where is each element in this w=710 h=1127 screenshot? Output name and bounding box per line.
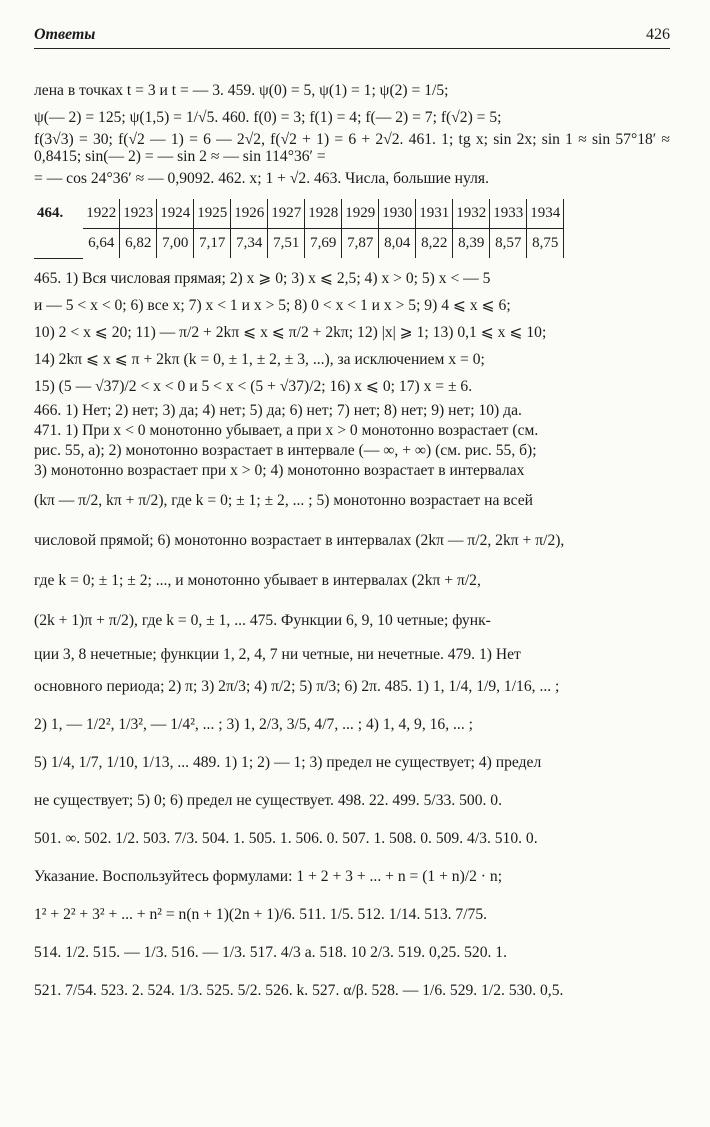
text-line: рис. 55, а); 2) монотонно возрастает в интервале (— ∞, + ∞) (см. рис. 55, б); (34, 441, 537, 459)
value-cell: 8,75 (527, 228, 564, 258)
year-cell: 1924 (157, 199, 194, 229)
text-line: ции 3, 8 нечетные; функции 1, 2, 4, 7 ни четные, ни нечетные. 479. 1) Нет (34, 645, 521, 663)
text-line: где k = 0; ± 1; ± 2; ..., и монотонно убывает в интервалах (2kπ + π/2, (34, 571, 481, 589)
text-line: 465. 1) Вся числовая прямая; 2) x ⩾ 0; 3) x ⩽ 2,5; 4) x > 0; 5) x < — 5 (34, 269, 491, 287)
text-line: 5) 1/4, 1/7, 1/10, 1/13, ... 489. 1) 1; 2) — 1; 3) предел не существует; 4) предел (34, 753, 542, 771)
text-line: 10) 2 < x ⩽ 20; 11) — π/2 + 2kπ ⩽ x ⩽ π/2 + 2kπ; 12) |x| ⩾ 1; 13) 0,1 ⩽ x ⩽ 10; (34, 323, 547, 341)
section-title: Ответы (34, 26, 96, 43)
text-line: основного периода; 2) π; 3) 2π/3; 4) π/2; 5) π/3; 6) 2π. 485. 1) 1, 1/4, 1/9, 1/16, ... ; (34, 677, 560, 695)
value-cell: 7,34 (231, 228, 268, 258)
text-line: 1² + 2² + 3² + ... + n² = n(n + 1)(2n + 1)/6. 511. 1/5. 512. 1/14. 513. 7/75. (34, 905, 488, 923)
table-row-values (34, 228, 564, 258)
text-line: 3) монотонно возрастает при x > 0; 4) монотонно возрастает в интервалах (34, 461, 525, 479)
text-line: 14) 2kπ ⩽ x ⩽ π + 2kπ (k = 0, ± 1, ± 2, ± 3, ...), за исключением x = 0; (34, 351, 485, 369)
year-cell: 1927 (268, 199, 305, 229)
year-cell: 1926 (231, 199, 268, 229)
text-line: лена в точках t = 3 и t = — 3. 459. ψ(0) = 5, ψ(1) = 1; ψ(2) = 1/5; (34, 82, 449, 99)
value-cell: 6,64 (83, 228, 120, 258)
text-line: числовой прямой; 6) монотонно возрастает в интервалах (2kπ — π/2, 2kπ + π/2), (34, 531, 565, 549)
text-line: Указание. Воспользуйтесь формулами: 1 + 2 + 3 + ... + n = (1 + n)/2 · n; (34, 867, 503, 885)
year-cell: 1930 (379, 199, 416, 229)
year-cell: 1925 (194, 199, 231, 229)
year-cell: 1929 (342, 199, 379, 229)
value-cell: 7,17 (194, 228, 231, 258)
value-cell: 6,82 (120, 228, 157, 258)
text-line: = — cos 24°36′ ≈ — 0,9092. 462. x; 1 + √2. 463. Числа, большие нуля. (34, 170, 489, 188)
value-cell: 8,04 (379, 228, 416, 258)
year-cell: 1928 (305, 199, 342, 229)
text-line: и — 5 < x < 0; 6) все x; 7) x < 1 и x > 5; 8) 0 < x < 1 и x > 5; 9) 4 ⩽ x ⩽ 6; (34, 296, 511, 314)
value-cell: 8,22 (416, 228, 453, 258)
page-number: 426 (646, 26, 670, 43)
answers-body (34, 77, 670, 1010)
text-line: 501. ∞. 502. 1/2. 503. 7/3. 504. 1. 505. 1. 506. 0. 507. 1. 508. 0. 509. 4/3. 510. 0. (34, 829, 538, 847)
year-cell: 1933 (490, 199, 527, 229)
page-header (34, 26, 670, 49)
text-line: 466. 1) Нет; 2) нет; 3) да; 4) нет; 5) да; 6) нет; 7) нет; 8) нет; 9) нет; 10) да. (34, 401, 522, 419)
text-line: ψ(— 2) = 125; ψ(1,5) = 1/√5. 460. f(0) = 3; f(1) = 4; f(— 2) = 7; f(√2) = 5; (34, 109, 502, 127)
text-line: 2) 1, — 1/2², 1/3², — 1/4², ... ; 3) 1, 2/3, 3/5, 4/7, ... ; 4) 1, 4, 9, 16, ... ; (34, 715, 473, 733)
year-cell: 1922 (83, 199, 120, 229)
value-cell: 7,69 (305, 228, 342, 258)
value-cell: 7,51 (268, 228, 305, 258)
text-line: 514. 1/2. 515. — 1/3. 516. — 1/3. 517. 4/3 a. 518. 10 2/3. 519. 0,25. 520. 1. (34, 943, 508, 961)
table-label: 464. (34, 199, 83, 258)
year-cell: 1932 (453, 199, 490, 229)
value-cell: 8,39 (453, 228, 490, 258)
text-line: (kπ — π/2, kπ + π/2), где k = 0; ± 1; ± 2, ... ; 5) монотонно возрастает на всей (34, 491, 533, 509)
table-row-years (34, 199, 564, 229)
text-line: 15) (5 — √37)/2 < x < 0 и 5 < x < (5 + √37)/2; 16) x ⩽ 0; 17) x = ± 6. (34, 378, 473, 396)
year-cell: 1931 (416, 199, 453, 229)
value-cell: 8,57 (490, 228, 527, 258)
table-464 (34, 199, 564, 259)
text-line: f(3√3) = 30; f(√2 — 1) = 6 — 2√2, f(√2 + 1) = 6 + 2√2. 461. 1; tg x; sin 2x; sin 1 ≈ sin 57°18′ ≈ 0,8415; sin(— 2) = — sin 2 ≈ — sin 114°36′ = (34, 131, 670, 166)
value-cell: 7,87 (342, 228, 379, 258)
text-line: (2k + 1)π + π/2), где k = 0, ± 1, ... 475. Функции 6, 9, 10 четные; функ- (34, 611, 491, 629)
year-cell: 1934 (527, 199, 564, 229)
text-line: 521. 7/54. 523. 2. 524. 1/3. 525. 5/2. 526. k. 527. α/β. 528. — 1/6. 529. 1/2. 530. 0,5. (34, 981, 564, 999)
year-cell: 1923 (120, 199, 157, 229)
text-line: 471. 1) При x < 0 монотонно убывает, а при x > 0 монотонно возрастает (см. (34, 421, 539, 439)
text-line: не существует; 5) 0; 6) предел не существует. 498. 22. 499. 5/33. 500. 0. (34, 791, 502, 809)
value-cell: 7,00 (157, 228, 194, 258)
